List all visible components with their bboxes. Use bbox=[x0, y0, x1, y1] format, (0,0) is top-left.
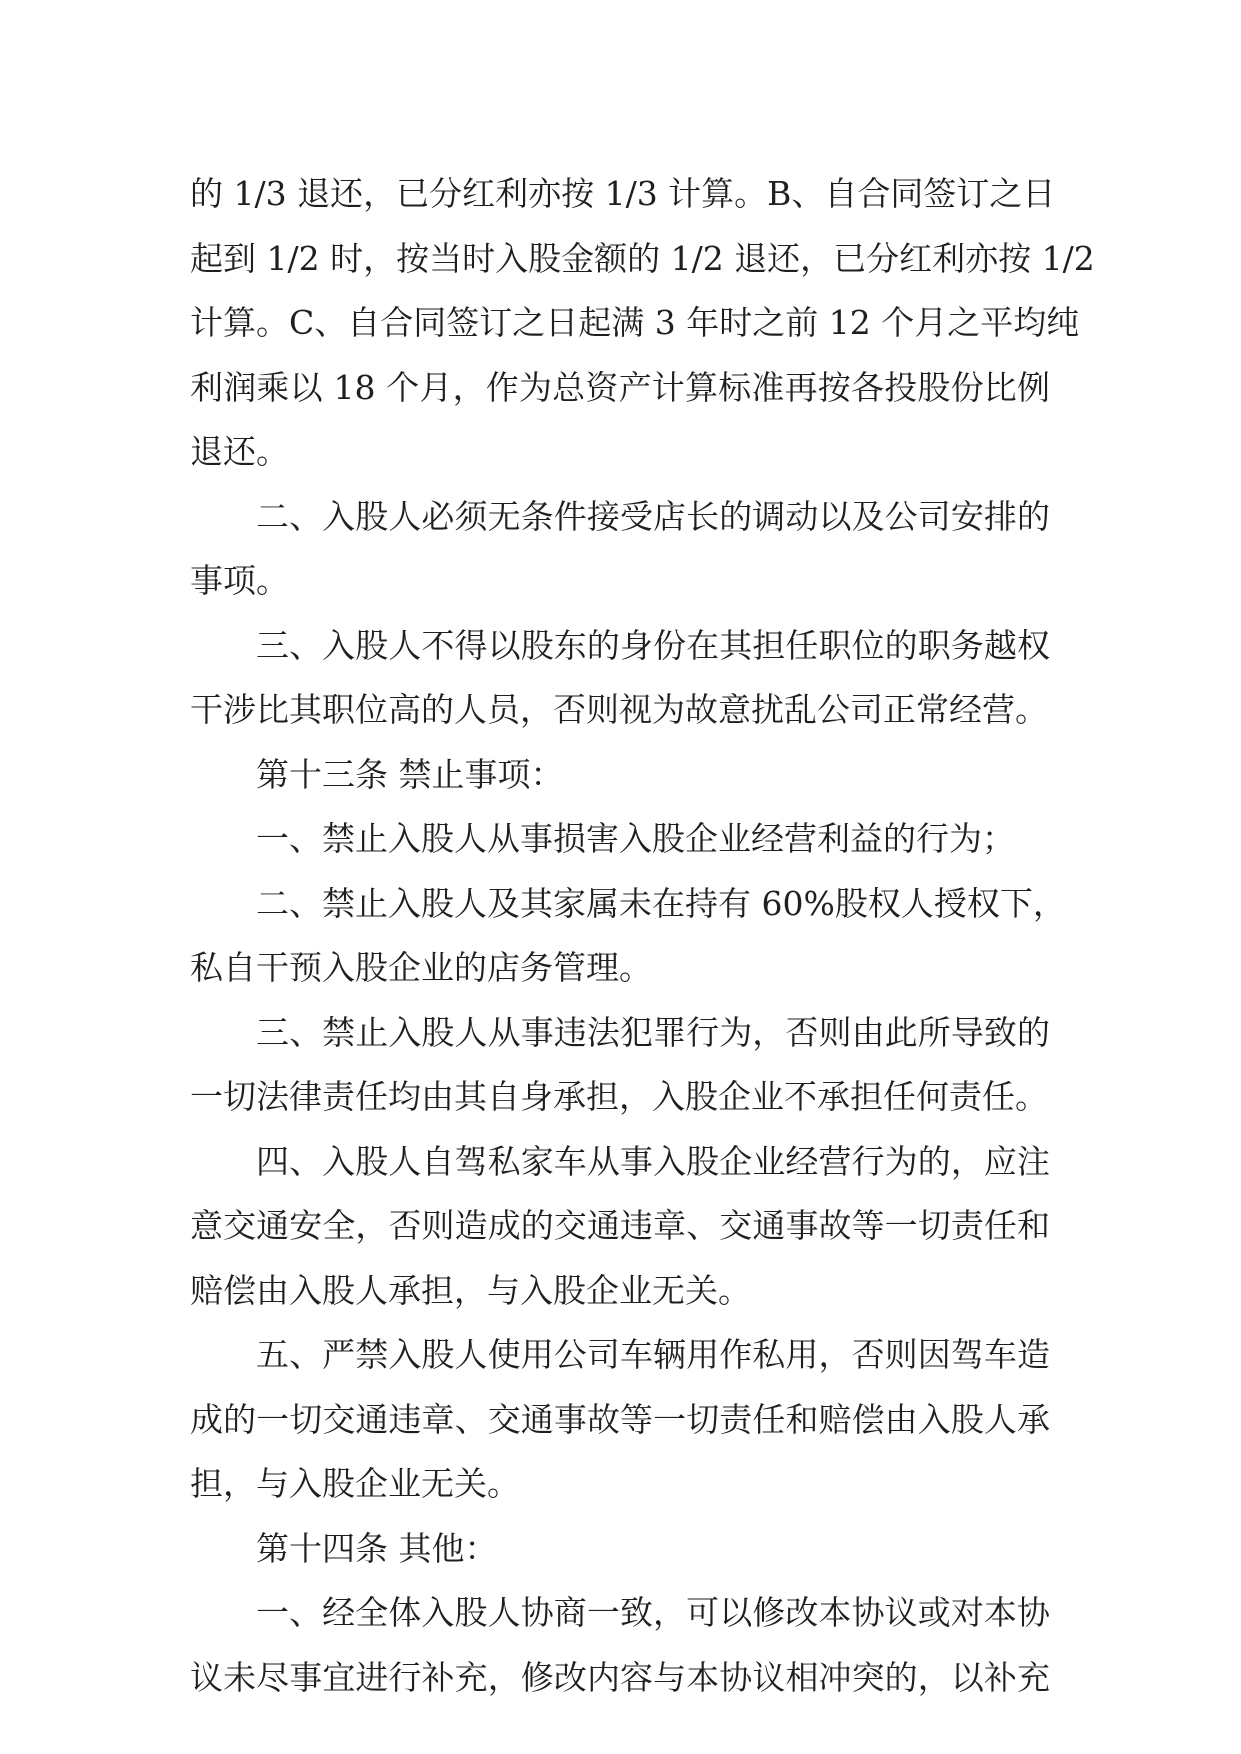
text-line: 二、入股人必须无条件接受店长的调动以及公司安排的 bbox=[256, 496, 1050, 536]
text-line: 事项。 bbox=[190, 561, 289, 600]
text-line: 议未尽事宜进行补充，修改内容与本协议相冲突的，以补充 bbox=[190, 1657, 1050, 1697]
text-line: 二、禁止入股人及其家属未在持有 60%股权人授权下， bbox=[256, 883, 1066, 923]
text-line: 第十三条 禁止事项： bbox=[256, 754, 564, 794]
text-line: 三、禁止入股人从事违法犯罪行为，否则由此所导致的 bbox=[256, 1012, 1050, 1052]
text-line: 意交通安全，否则造成的交通违章、交通事故等一切责任和 bbox=[190, 1206, 1050, 1245]
text-line: 利润乘以 18 个月，作为总资产计算标准再按各投股份比例 bbox=[190, 367, 1050, 407]
document-body bbox=[190, 162, 1095, 1710]
text-line: 退还。 bbox=[190, 432, 289, 471]
text-line: 干涉比其职位高的人员，否则视为故意扰乱公司正常经营。 bbox=[190, 690, 1048, 729]
text-line: 成的一切交通违章、交通事故等一切责任和赔偿由入股人承 bbox=[190, 1399, 1050, 1439]
text-line: 担，与入股企业无关。 bbox=[190, 1464, 520, 1503]
text-line: 五、严禁入股人使用公司车辆用作私用，否则因驾车造 bbox=[256, 1335, 1050, 1374]
text-line: 第十四条 其他： bbox=[256, 1528, 498, 1568]
text-line: 一、禁止入股人从事损害入股企业经营利益的行为； bbox=[256, 819, 1015, 858]
text-line: 三、入股人不得以股东的身份在其担任职位的职务越权 bbox=[256, 625, 1050, 665]
text-line: 起到 1/2 时，按当时入股金额的 1/2 退还，已分红利亦按 1/2 bbox=[190, 238, 1095, 278]
text-line: 一切法律责任均由其自身承担，入股企业不承担任何责任。 bbox=[190, 1077, 1048, 1116]
text-line: 四、入股人自驾私家车从事入股企业经营行为的，应注 bbox=[256, 1141, 1050, 1181]
text-line: 私自干预入股企业的店务管理。 bbox=[190, 948, 652, 987]
text-line: 一、经全体入股人协商一致，可以修改本协议或对本协 bbox=[256, 1593, 1050, 1632]
text-line: 计算。C、自合同签订之日起满 3 年时之前 12 个月之平均纯 bbox=[190, 303, 1080, 342]
text-line: 赔偿由入股人承担，与入股企业无关。 bbox=[190, 1270, 751, 1310]
text-line: 的 1/3 退还，已分红利亦按 1/3 计算。B、自合同签订之日 bbox=[190, 174, 1056, 213]
